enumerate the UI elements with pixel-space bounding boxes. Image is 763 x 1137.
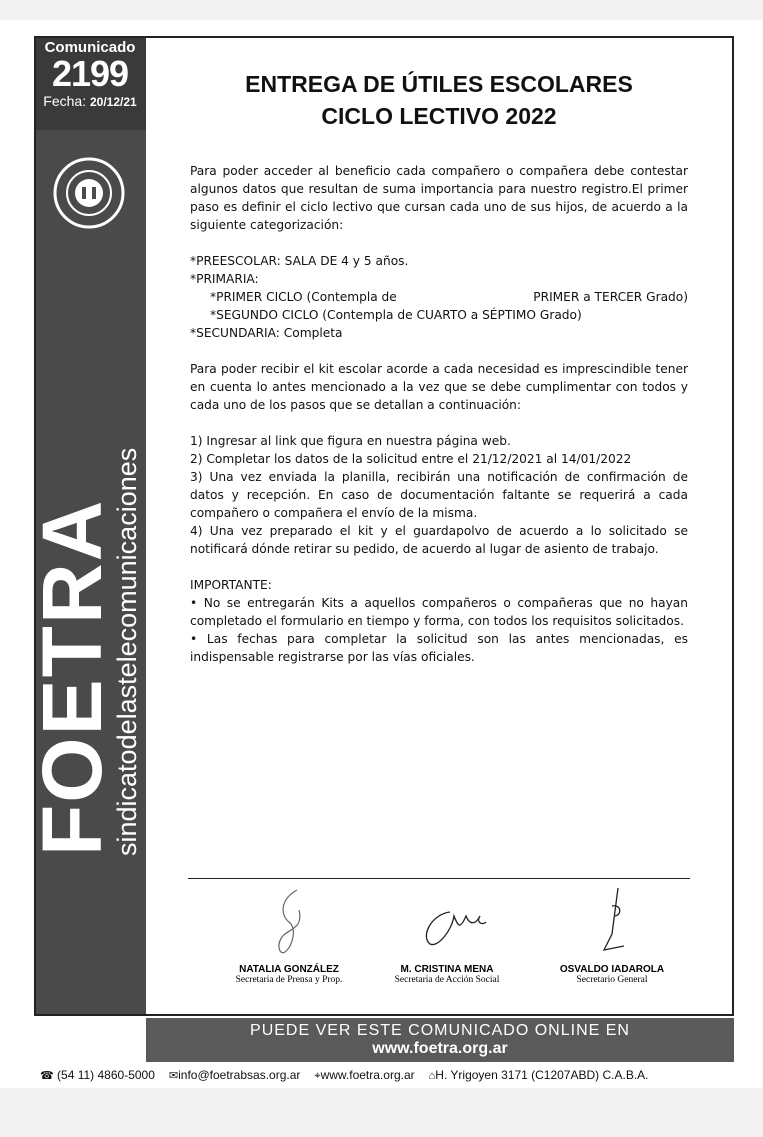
category-preescolar: *PREESCOLAR: SALA DE 4 y 5 años. bbox=[190, 254, 409, 268]
mail-icon: ✉ bbox=[168, 1070, 179, 1082]
signer-role: Secretaria de Prensa y Prop. bbox=[235, 975, 343, 985]
primer-ciclo-a: *PRIMER CICLO (Contempla de bbox=[210, 290, 397, 304]
phone-contact bbox=[40, 1068, 155, 1083]
street-address: H. Yrigoyen 3171 (C1207ABD) C.A.B.A. bbox=[435, 1068, 649, 1082]
signer-name: NATALIA GONZÁLEZ bbox=[239, 964, 339, 975]
banner-line-1: PUEDE VER ESTE COMUNICADO ONLINE EN bbox=[250, 1022, 630, 1039]
brand-name: FOETRA bbox=[25, 498, 119, 856]
important-item: • Las fechas para completar la solicitud son las antes mencionadas, es indispensable registrarse por las vías oficiales. bbox=[190, 632, 688, 664]
mouse-icon: ⌖ bbox=[314, 1070, 321, 1082]
category-primaria: *PRIMARIA: bbox=[190, 272, 259, 286]
title-line-1: ENTREGA DE ÚTILES ESCOLARES bbox=[245, 71, 633, 97]
signature-block bbox=[214, 886, 364, 985]
banner-url[interactable]: www.foetra.org.ar bbox=[372, 1040, 508, 1057]
building-icon: ⌂ bbox=[428, 1070, 436, 1082]
brand-tagline: sindicatodelastelecomunicaciones bbox=[112, 447, 142, 856]
category-segundo-ciclo: *SEGUNDO CICLO (Contempla de CUARTO a SÉPTIMO Grado) bbox=[210, 308, 582, 322]
signer-name: M. CRISTINA MENA bbox=[400, 964, 494, 975]
web-contact[interactable] bbox=[314, 1068, 414, 1083]
document-content bbox=[190, 68, 688, 666]
signature-icon bbox=[259, 886, 319, 962]
phone-icon: ☎ bbox=[40, 1070, 54, 1082]
step-item: 3) Una vez enviada la planilla, recibirán una notificación de confirmación de datos y recepción. En caso de documentación faltante se requerirá a cada compañero o compañera el envío de la misma. bbox=[190, 470, 688, 520]
communique-label: Comunicado bbox=[44, 39, 136, 56]
category-secundaria: *SECUNDARIA: Completa bbox=[190, 326, 343, 340]
signer-role: Secretario General bbox=[576, 975, 648, 985]
title-line-2: CICLO LECTIVO 2022 bbox=[321, 103, 557, 129]
step-item: 1) Ingresar al link que figura en nuestra página web. bbox=[190, 434, 511, 448]
step-item: 4) Una vez preparado el kit y el guardapolvo de acuerdo a lo solicitado se notificará dónde retirar su pedido, de acuerdo al lugar de asiento de trabajo. bbox=[190, 524, 688, 556]
important-heading: IMPORTANTE: bbox=[190, 578, 272, 592]
address-contact bbox=[429, 1068, 649, 1083]
signer-name: OSVALDO IADAROLA bbox=[559, 964, 665, 975]
contact-footer bbox=[40, 1068, 730, 1083]
important-item: • No se entregarán Kits a aquellos compañeros o compañeras que no hayan completado el formulario en tiempo y forma, con todos los requisitos solicitados. bbox=[190, 596, 688, 628]
category-primer-ciclo bbox=[190, 288, 688, 306]
email-contact[interactable] bbox=[169, 1068, 300, 1083]
signature-block bbox=[537, 886, 687, 985]
second-paragraph: Para poder recibir el kit escolar acorde a cada necesidad es imprescindible tener en cuenta lo antes mencionado a la vez que se debe cumplimentar con todos y cada uno de los pasos que se detallan a continuación: bbox=[190, 362, 688, 412]
web-address[interactable]: www.foetra.org.ar bbox=[320, 1068, 415, 1082]
body-text bbox=[190, 162, 688, 666]
date-label: Fecha: bbox=[43, 93, 87, 109]
step-item: 2) Completar los datos de la solicitud entre el 21/12/2021 al 14/01/2022 bbox=[190, 452, 632, 466]
document-title bbox=[190, 68, 688, 132]
date-value: 20/12/21 bbox=[89, 95, 137, 109]
online-banner bbox=[146, 1018, 734, 1062]
phone-number: (54 11) 4860-5000 bbox=[57, 1068, 155, 1082]
intro-paragraph: Para poder acceder al beneficio cada compañero o compañera debe contestar algunos datos que resultan de suma importancia para nuestro registro.El primer paso es definir el ciclo lectivo que cursan cada uno de sus hijos, de acuerdo a la siguiente categorización: bbox=[190, 164, 688, 232]
email-address[interactable]: info@foetrabsas.org.ar bbox=[178, 1068, 301, 1082]
signature-divider bbox=[188, 878, 690, 879]
signature-icon bbox=[402, 886, 492, 962]
communique-number: 2199 bbox=[51, 53, 129, 94]
signer-role: Secretaria de Acción Social bbox=[394, 975, 500, 985]
signature-block bbox=[372, 886, 522, 985]
primer-ciclo-b: PRIMER a TERCER Grado) bbox=[533, 290, 688, 304]
signature-icon bbox=[582, 886, 642, 962]
